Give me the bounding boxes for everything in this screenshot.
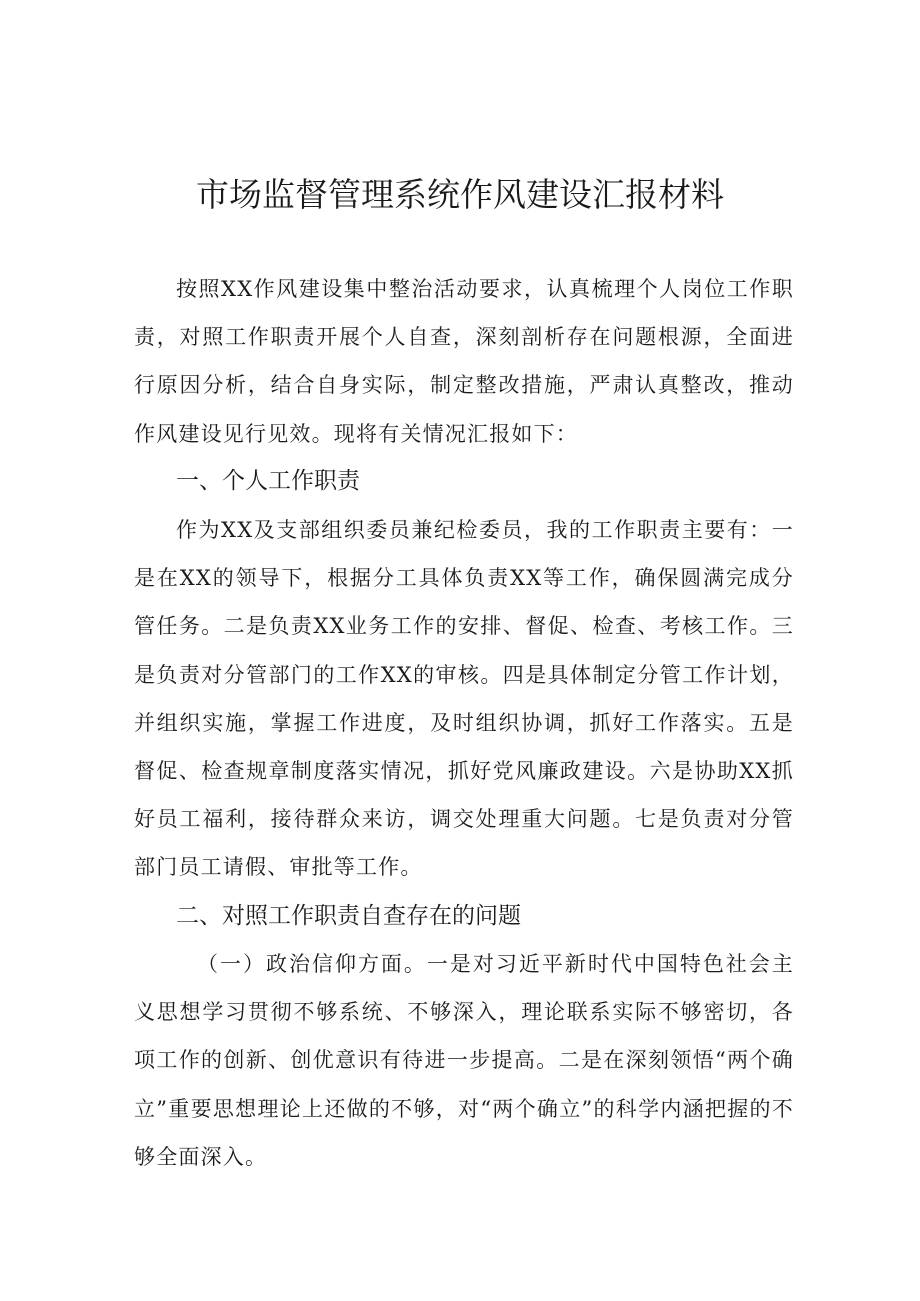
section-heading-problems: 二、对照工作职责自查存在的问题	[176, 903, 521, 929]
document-title: 市场监督管理系统作风建设汇报材料	[196, 175, 724, 214]
section-body-problems: （一）政治信仰方面。一是对习近平新时代中国特色社会主义思想学习贯彻不够系统、不够深入，理论联系实际不够密切，各项工作的创新、创优意识有待进一步提高。二是在深刻领悟“两个确立”重要思想理论上还做的不够，对“两个确立”的科学内涵把握的不够全面深入。	[134, 952, 794, 1169]
intro-paragraph: 按照XX作风建设集中整治活动要求，认真梳理个人岗位工作职责，对照工作职责开展个人自查，深刻剖析存在问题根源，全面进行原因分析，结合自身实际，制定整改措施，严肃认真整改，推动作风建设见行见效。现将有关情况汇报如下：	[134, 277, 794, 446]
section-body-duties: 作为XX及支部组织委员兼纪检委员，我的工作职责主要有：一是在XX的领导下，根据分工具体负责XX等工作，确保圆满完成分管任务。二是负责XX业务工作的安排、督促、检查、考核工作。三是负责对分管部门的工作XX的审核。四是具体制定分管工作计划，并组织实施，掌握工作进度，及时组织协调，抓好工作落实。五是督促、检查规章制度落实情况，抓好党风廉政建设。六是协助XX抓好员工福利，接待群众来访，调交处理重大问题。七是负责对分管部门员工请假、审批等工作。	[134, 518, 794, 880]
section-heading-duties: 一、个人工作职责	[176, 468, 360, 494]
